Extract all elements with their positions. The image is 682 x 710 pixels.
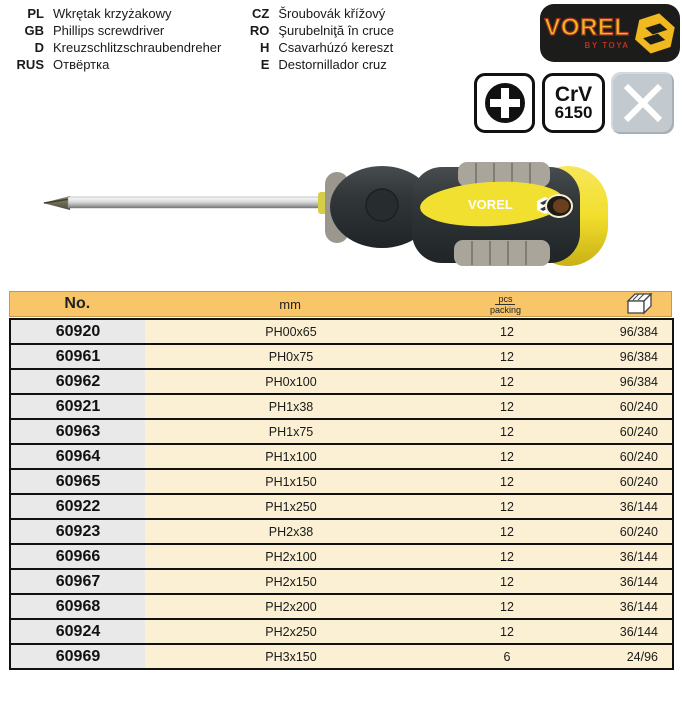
- spec-table: [9, 318, 674, 670]
- language-name: Kreuzschlitzschraubendreher: [53, 40, 222, 55]
- shaft: [68, 197, 332, 208]
- col-header-pcs-packing: [436, 294, 576, 315]
- cell-article-no: 60964: [10, 444, 145, 469]
- cell-pcs-packing: 12: [437, 444, 577, 469]
- crv-label: CrV: [554, 83, 593, 106]
- pcs-label: pcs: [495, 294, 515, 305]
- table-header: [9, 291, 672, 317]
- cell-pcs-packing: 12: [437, 344, 577, 369]
- cell-carton-qty: 60/240: [577, 519, 673, 544]
- brand-name: VOREL: [544, 14, 630, 41]
- cell-size: PH1x75: [145, 419, 437, 444]
- cell-pcs-packing: 12: [437, 319, 577, 344]
- language-code: CZ: [252, 6, 270, 21]
- language-code: D: [34, 40, 44, 55]
- language-row: [235, 5, 394, 22]
- cell-size: PH2x100: [145, 544, 437, 569]
- packing-label: packing: [489, 304, 521, 315]
- language-name: Šroubovák křížový: [278, 6, 386, 21]
- cell-pcs-packing: 12: [437, 369, 577, 394]
- table-row: [10, 594, 673, 619]
- col-header-no: No.: [64, 295, 91, 312]
- cell-pcs-packing: 12: [437, 569, 577, 594]
- language-row: [10, 22, 221, 39]
- table-row: [10, 544, 673, 569]
- language-row: [235, 22, 394, 39]
- phillips-badge: [474, 73, 535, 133]
- language-code: E: [260, 57, 270, 72]
- cell-article-no: 60969: [10, 644, 145, 669]
- cell-size: PH1x100: [145, 444, 437, 469]
- cell-pcs-packing: 12: [437, 394, 577, 419]
- cell-article-no: 60966: [10, 544, 145, 569]
- cell-article-no: 60920: [10, 319, 145, 344]
- cell-pcs-packing: 12: [437, 594, 577, 619]
- language-row: [10, 5, 221, 22]
- cell-carton-qty: 60/240: [577, 444, 673, 469]
- cell-article-no: 60968: [10, 594, 145, 619]
- phillips-cross-icon: [483, 81, 527, 125]
- brand-logo: [540, 4, 680, 62]
- cell-size: PH1x250: [145, 494, 437, 519]
- language-code: GB: [24, 23, 44, 38]
- cell-article-no: 60961: [10, 344, 145, 369]
- table-row: [10, 344, 673, 369]
- cell-pcs-packing: 6: [437, 644, 577, 669]
- cell-carton-qty: 96/384: [577, 344, 673, 369]
- cell-article-no: 60923: [10, 519, 145, 544]
- carton-icon: [626, 293, 653, 315]
- cell-pcs-packing: 12: [437, 544, 577, 569]
- cell-size: PH2x150: [145, 569, 437, 594]
- table-row: [10, 619, 673, 644]
- product-photo: [30, 155, 620, 275]
- cell-size: PH00x65: [145, 319, 437, 344]
- language-name: Phillips screwdriver: [53, 23, 165, 38]
- cell-article-no: 60921: [10, 394, 145, 419]
- col-header-size: mm: [279, 296, 301, 312]
- cell-carton-qty: 60/240: [577, 394, 673, 419]
- table-row: [10, 469, 673, 494]
- language-row: [10, 56, 221, 73]
- cell-size: PH2x200: [145, 594, 437, 619]
- cell-pcs-packing: 12: [437, 469, 577, 494]
- cell-article-no: 60922: [10, 494, 145, 519]
- cell-article-no: 60924: [10, 619, 145, 644]
- table-row: [10, 319, 673, 344]
- cell-size: PH1x38: [145, 394, 437, 419]
- table-row: [10, 419, 673, 444]
- cell-carton-qty: 96/384: [577, 319, 673, 344]
- cell-size: PH3x150: [145, 644, 437, 669]
- language-name: Şurubelniţă în cruce: [278, 23, 394, 38]
- cell-pcs-packing: 12: [437, 494, 577, 519]
- language-name: Destornillador cruz: [278, 57, 387, 72]
- language-name: Wkrętak krzyżakowy: [53, 6, 172, 21]
- table-row: [10, 369, 673, 394]
- cell-carton-qty: 60/240: [577, 469, 673, 494]
- col-header-carton: [575, 293, 671, 315]
- cell-size: PH2x250: [145, 619, 437, 644]
- cell-carton-qty: 96/384: [577, 369, 673, 394]
- table-row: [10, 644, 673, 669]
- language-row: [235, 39, 394, 56]
- table-row: [10, 444, 673, 469]
- cell-carton-qty: 36/144: [577, 594, 673, 619]
- cell-carton-qty: 60/240: [577, 419, 673, 444]
- cell-size: PH2x38: [145, 519, 437, 544]
- language-list: [10, 5, 394, 73]
- cell-pcs-packing: 12: [437, 619, 577, 644]
- language-code: RO: [249, 23, 270, 38]
- brand-text: [544, 16, 629, 50]
- x-badge: [611, 72, 674, 134]
- x-mark-icon: [620, 80, 666, 126]
- cell-pcs-packing: 12: [437, 419, 577, 444]
- crv-badge: [542, 73, 605, 133]
- cell-size: PH0x75: [145, 344, 437, 369]
- cell-article-no: 60962: [10, 369, 145, 394]
- language-name: Отвёртка: [53, 57, 110, 72]
- language-code: RUS: [16, 57, 44, 72]
- cell-carton-qty: 36/144: [577, 494, 673, 519]
- brand-hexagon-icon: [634, 11, 676, 55]
- handle-brand-label: VOREL: [468, 197, 513, 212]
- cell-article-no: 60967: [10, 569, 145, 594]
- table-row: [10, 494, 673, 519]
- cell-carton-qty: 24/96: [577, 644, 673, 669]
- cell-size: PH0x100: [145, 369, 437, 394]
- cell-article-no: 60965: [10, 469, 145, 494]
- crv-grade: 6150: [554, 103, 593, 122]
- table-row: [10, 569, 673, 594]
- cell-pcs-packing: 12: [437, 519, 577, 544]
- cell-carton-qty: 36/144: [577, 569, 673, 594]
- cell-size: PH1x150: [145, 469, 437, 494]
- table-row: [10, 519, 673, 544]
- language-row: [235, 56, 394, 73]
- cell-article-no: 60963: [10, 419, 145, 444]
- language-row: [10, 39, 221, 56]
- cell-carton-qty: 36/144: [577, 544, 673, 569]
- language-name: Csavarhúzó kereszt: [278, 40, 394, 55]
- table-row: [10, 394, 673, 419]
- cell-carton-qty: 36/144: [577, 619, 673, 644]
- language-code: PL: [27, 6, 44, 21]
- brand-tagline: BY TOYA: [584, 41, 630, 50]
- language-code: H: [259, 40, 270, 55]
- spec-table-body: [10, 319, 673, 669]
